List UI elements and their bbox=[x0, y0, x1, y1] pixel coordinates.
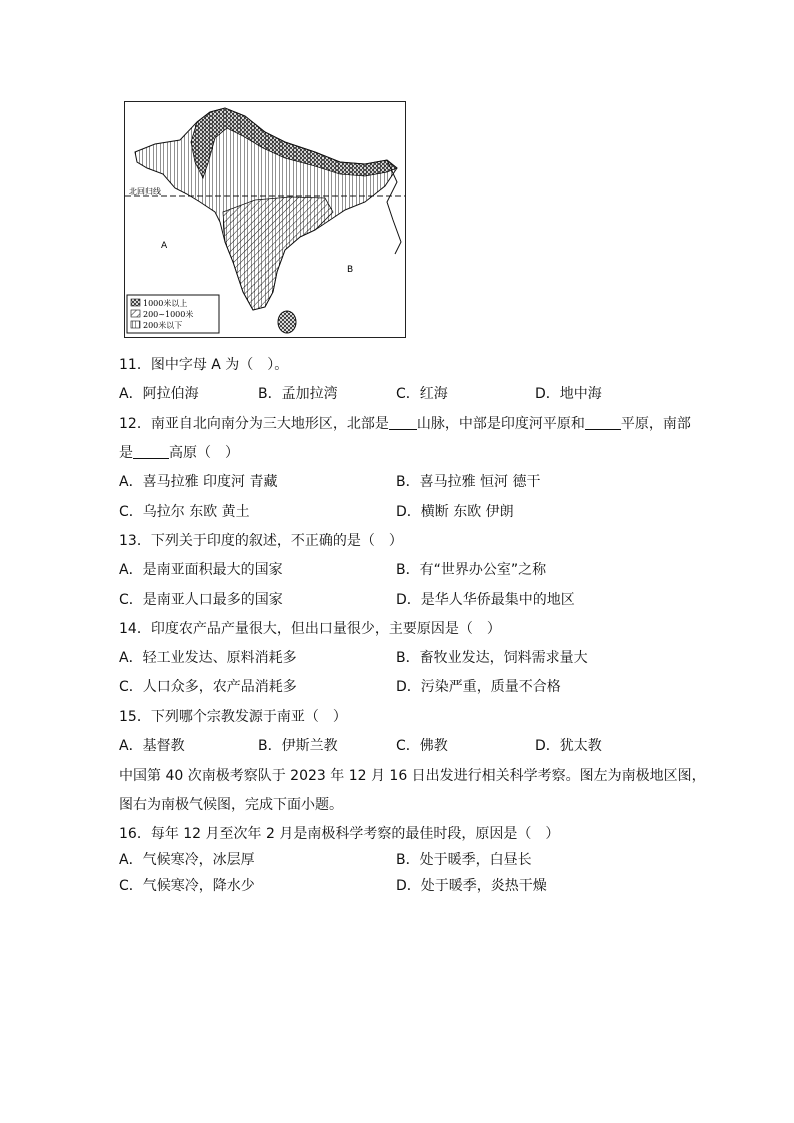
q11-option-b[interactable]: B．孟加拉湾 bbox=[258, 386, 338, 402]
sri-lanka bbox=[278, 311, 296, 333]
q15-option-c[interactable]: C．佛教 bbox=[396, 738, 448, 754]
q13-option-b[interactable]: B．有“世界办公室”之称 bbox=[396, 562, 547, 578]
q16-option-c[interactable]: C．气候寒冷，降水少 bbox=[119, 878, 255, 894]
tropic-label: 北回归线 bbox=[129, 187, 161, 196]
q16-option-a[interactable]: A．气候寒冷，冰层厚 bbox=[119, 852, 255, 868]
question-11-stem: 11．图中字母 A 为（ ）。 bbox=[119, 357, 289, 373]
q12-stem-part3: 平原，南部 bbox=[620, 416, 691, 432]
q13-option-c[interactable]: C．是南亚人口最多的国家 bbox=[119, 592, 283, 608]
q12-option-a[interactable]: A．喜马拉雅 印度河 青藏 bbox=[119, 474, 278, 490]
q12-blank-1 bbox=[389, 415, 417, 430]
label-b: B bbox=[347, 265, 354, 275]
q14-option-c[interactable]: C．人口众多，农产品消耗多 bbox=[119, 679, 297, 695]
q13-option-a[interactable]: A．是南亚面积最大的国家 bbox=[119, 562, 283, 578]
q14-option-b[interactable]: B．畜牧业发达，饲料需求量大 bbox=[396, 650, 588, 666]
question-15-stem: 15．下列哪个宗教发源于南亚（ ） bbox=[119, 709, 347, 725]
question-13-stem: 13．下列关于印度的叙述，不正确的是（ ） bbox=[119, 533, 403, 549]
passage-line-2: 图右为南极气候图，完成下面小题。 bbox=[119, 797, 343, 813]
question-16-stem: 16．每年 12 月至次年 2 月是南极科学考察的最佳时段，原因是（ ） bbox=[119, 826, 560, 842]
q12-stem-part5: 高原（ ） bbox=[169, 445, 239, 461]
q11-option-c[interactable]: C．红海 bbox=[396, 386, 448, 402]
legend-high: 1000米以上 bbox=[143, 299, 188, 308]
passage-line-1: 中国第 40 次南极考察队于 2023 年 12 月 16 日出发进行相关科学考察。图左为南极地区图， bbox=[119, 768, 706, 784]
legend-low: 200米以下 bbox=[143, 321, 183, 330]
q12-blank-3 bbox=[133, 444, 169, 459]
q15-option-d[interactable]: D．犹太教 bbox=[535, 738, 602, 754]
q12-stem-part1: 12．南亚自北向南分为三大地形区，北部是 bbox=[119, 416, 389, 432]
question-12-stem-line2 bbox=[119, 443, 239, 463]
q12-stem-part2: 山脉，中部是印度河平原和 bbox=[416, 416, 585, 432]
q12-option-c[interactable]: C．乌拉尔 东欧 黄土 bbox=[119, 504, 250, 520]
q11-option-d[interactable]: D．地中海 bbox=[535, 386, 602, 402]
label-a: A bbox=[161, 241, 168, 251]
q16-option-d[interactable]: D．处于暖季，炎热干燥 bbox=[396, 878, 547, 894]
legend-mid: 200~1000米 bbox=[143, 310, 194, 319]
map-graphic bbox=[125, 102, 406, 338]
q11-option-a[interactable]: A．阿拉伯海 bbox=[119, 386, 199, 402]
q12-blank-2 bbox=[585, 415, 621, 430]
q15-option-a[interactable]: A．基督教 bbox=[119, 738, 185, 754]
plateau-region bbox=[223, 197, 333, 310]
q12-option-b[interactable]: B．喜马拉雅 恒河 德干 bbox=[396, 474, 541, 490]
question-14-stem: 14．印度农产品产量很大，但出口量很少，主要原因是（ ） bbox=[119, 621, 501, 637]
q14-option-a[interactable]: A．轻工业发达、原料消耗多 bbox=[119, 650, 297, 666]
q16-option-b[interactable]: B．处于暖季，白昼长 bbox=[396, 852, 532, 868]
q12-option-d[interactable]: D．横断 东欧 伊朗 bbox=[396, 504, 514, 520]
q12-stem-part4: 是 bbox=[119, 445, 133, 461]
q14-option-d[interactable]: D．污染严重，质量不合格 bbox=[396, 679, 561, 695]
q13-option-d[interactable]: D．是华人华侨最集中的地区 bbox=[396, 592, 575, 608]
south-asia-map bbox=[124, 101, 406, 338]
q15-option-b[interactable]: B．伊斯兰教 bbox=[258, 738, 338, 754]
question-12-stem bbox=[119, 414, 691, 434]
